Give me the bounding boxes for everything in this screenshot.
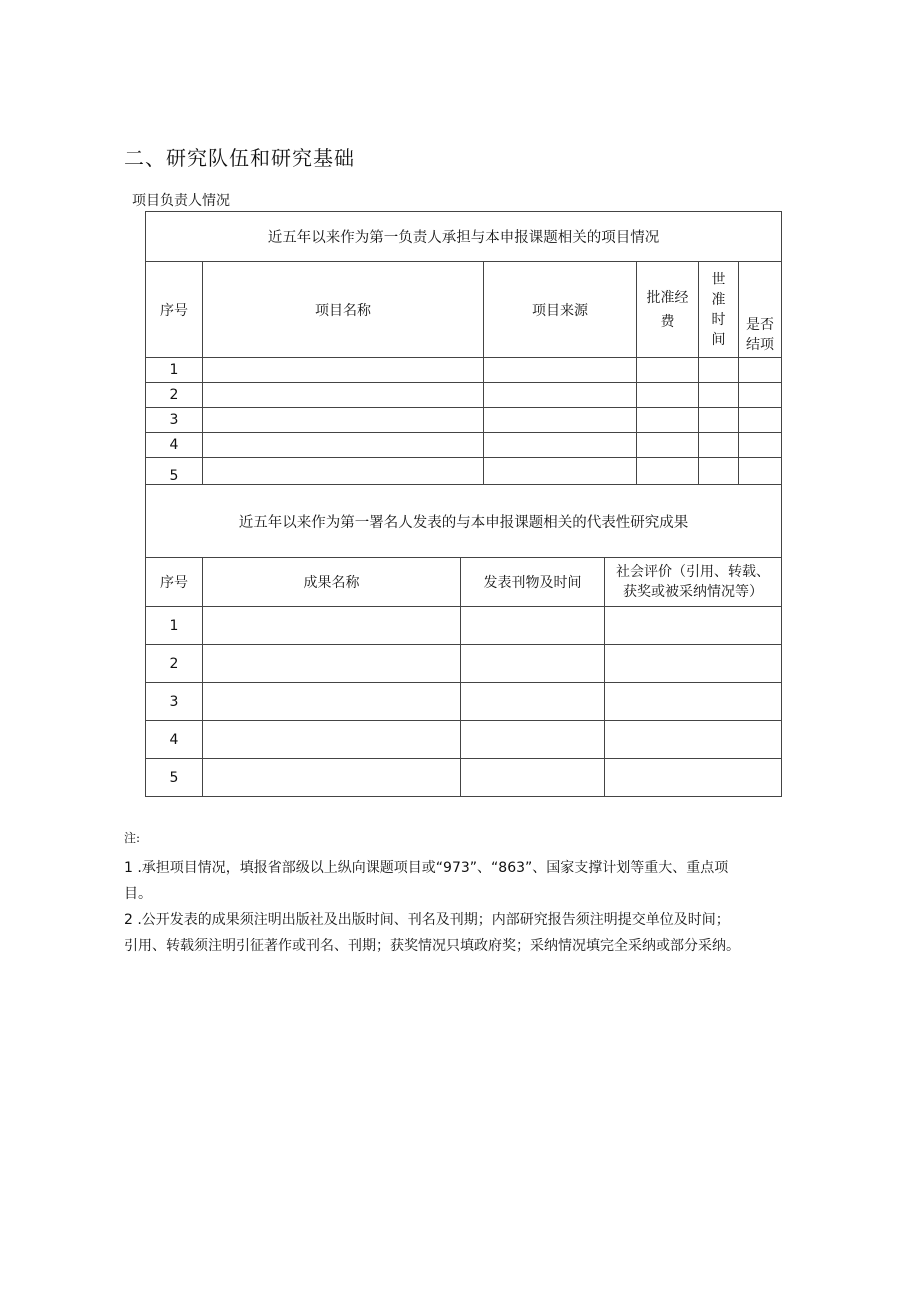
- header-time-line1: 世: [711, 271, 726, 288]
- cell-project-name[interactable]: [203, 383, 484, 408]
- row-seq: 5: [146, 759, 203, 797]
- header-time-line4: 间: [711, 331, 726, 348]
- cell-project-source[interactable]: [484, 408, 637, 433]
- row-seq: 4: [146, 433, 203, 458]
- note-1-line-1: 1 .承担项目情况，填报省部级以上纵向课题项目或“973”、“863”、国家支撑计划等重大、重点项: [124, 860, 729, 876]
- section-subheading: 项目负责人情况: [132, 193, 230, 209]
- projects-header-row: [146, 262, 782, 358]
- projects-table: [145, 211, 782, 485]
- cell-completed[interactable]: [739, 433, 782, 458]
- section-heading: 二、研究队伍和研究基础: [124, 146, 355, 170]
- results-header-row: [146, 558, 782, 607]
- row-seq: 3: [146, 683, 203, 721]
- row-seq: 3: [146, 408, 203, 433]
- note-2-line-1: 2 .公开发表的成果须注明出版社及出版时间、刊名及刊期；内部研究报告须注明提交单位及时间；: [124, 912, 730, 928]
- table-row: [146, 607, 782, 645]
- header-completed: [739, 262, 782, 358]
- cell-funding[interactable]: [637, 408, 699, 433]
- cell-funding[interactable]: [637, 358, 699, 383]
- header-seq: 序号: [146, 558, 203, 607]
- cell-project-source[interactable]: [484, 383, 637, 408]
- table-row: [146, 683, 782, 721]
- header-project-source: 项目来源: [484, 262, 637, 358]
- header-eval-line2: 获奖或被采纳情况等）: [623, 584, 763, 600]
- cell-journal[interactable]: [461, 683, 605, 721]
- cell-approval-time[interactable]: [699, 408, 739, 433]
- table-row: [146, 433, 782, 458]
- row-seq: 5: [146, 458, 203, 485]
- notes-label: 注:: [124, 831, 141, 845]
- cell-completed[interactable]: [739, 358, 782, 383]
- cell-journal[interactable]: [461, 607, 605, 645]
- table-row: [146, 358, 782, 383]
- cell-result-name[interactable]: [203, 759, 461, 797]
- table-row: [146, 383, 782, 408]
- cell-journal[interactable]: [461, 721, 605, 759]
- header-approval-time: [699, 262, 739, 358]
- projects-table-title: 近五年以来作为第一负责人承担与本申报课题相关的项目情况: [146, 212, 782, 262]
- header-eval-line1: 社会评价（引用、转载、: [616, 564, 770, 580]
- row-seq: 4: [146, 721, 203, 759]
- cell-journal[interactable]: [461, 645, 605, 683]
- header-time-line3: 时: [711, 311, 726, 328]
- cell-social-evaluation[interactable]: [605, 683, 782, 721]
- table-row: [146, 759, 782, 797]
- notes: [124, 825, 824, 959]
- table-row: [146, 721, 782, 759]
- cell-social-evaluation[interactable]: [605, 607, 782, 645]
- cell-project-source[interactable]: [484, 358, 637, 383]
- row-seq: 1: [146, 358, 203, 383]
- cell-social-evaluation[interactable]: [605, 759, 782, 797]
- table-row: [146, 458, 782, 485]
- row-seq: 2: [146, 383, 203, 408]
- cell-funding[interactable]: [637, 433, 699, 458]
- header-social-evaluation: [605, 558, 782, 607]
- cell-project-source[interactable]: [484, 458, 637, 485]
- cell-journal[interactable]: [461, 759, 605, 797]
- cell-project-source[interactable]: [484, 433, 637, 458]
- cell-approval-time[interactable]: [699, 458, 739, 485]
- cell-completed[interactable]: [739, 408, 782, 433]
- header-journal: 发表刊物及时间: [461, 558, 605, 607]
- cell-funding[interactable]: [637, 458, 699, 485]
- row-seq: 2: [146, 645, 203, 683]
- table-row: [146, 408, 782, 433]
- header-funding-line2: 费: [660, 313, 675, 330]
- cell-approval-time[interactable]: [699, 383, 739, 408]
- cell-project-name[interactable]: [203, 458, 484, 485]
- cell-project-name[interactable]: [203, 408, 484, 433]
- note-2-line-2: 引用、转载须注明引征著作或刊名、刊期；获奖情况只填政府奖；采纳情况填完全采纳或部分采纳。: [124, 938, 740, 954]
- row-seq: 1: [146, 607, 203, 645]
- header-result-name: 成果名称: [203, 558, 461, 607]
- header-time-line2: 准: [711, 291, 726, 308]
- cell-result-name[interactable]: [203, 607, 461, 645]
- cell-social-evaluation[interactable]: [605, 721, 782, 759]
- cell-project-name[interactable]: [203, 358, 484, 383]
- cell-social-evaluation[interactable]: [605, 645, 782, 683]
- cell-result-name[interactable]: [203, 721, 461, 759]
- cell-result-name[interactable]: [203, 645, 461, 683]
- cell-completed[interactable]: [739, 383, 782, 408]
- table-row: [146, 645, 782, 683]
- cell-approval-time[interactable]: [699, 358, 739, 383]
- cell-completed[interactable]: [739, 458, 782, 485]
- results-table: [145, 484, 782, 797]
- header-funding: [637, 262, 699, 358]
- note-1-line-2: 目。: [124, 886, 152, 902]
- cell-funding[interactable]: [637, 383, 699, 408]
- cell-approval-time[interactable]: [699, 433, 739, 458]
- results-table-title: 近五年以来作为第一署名人发表的与本申报课题相关的代表性研究成果: [146, 485, 782, 558]
- header-seq: 序号: [146, 262, 203, 358]
- header-done-line1: 是否: [746, 317, 775, 333]
- header-done-line2: 结项: [746, 337, 775, 353]
- header-project-name: 项目名称: [203, 262, 484, 358]
- cell-project-name[interactable]: [203, 433, 484, 458]
- header-funding-line1: 批准经: [646, 289, 689, 306]
- cell-result-name[interactable]: [203, 683, 461, 721]
